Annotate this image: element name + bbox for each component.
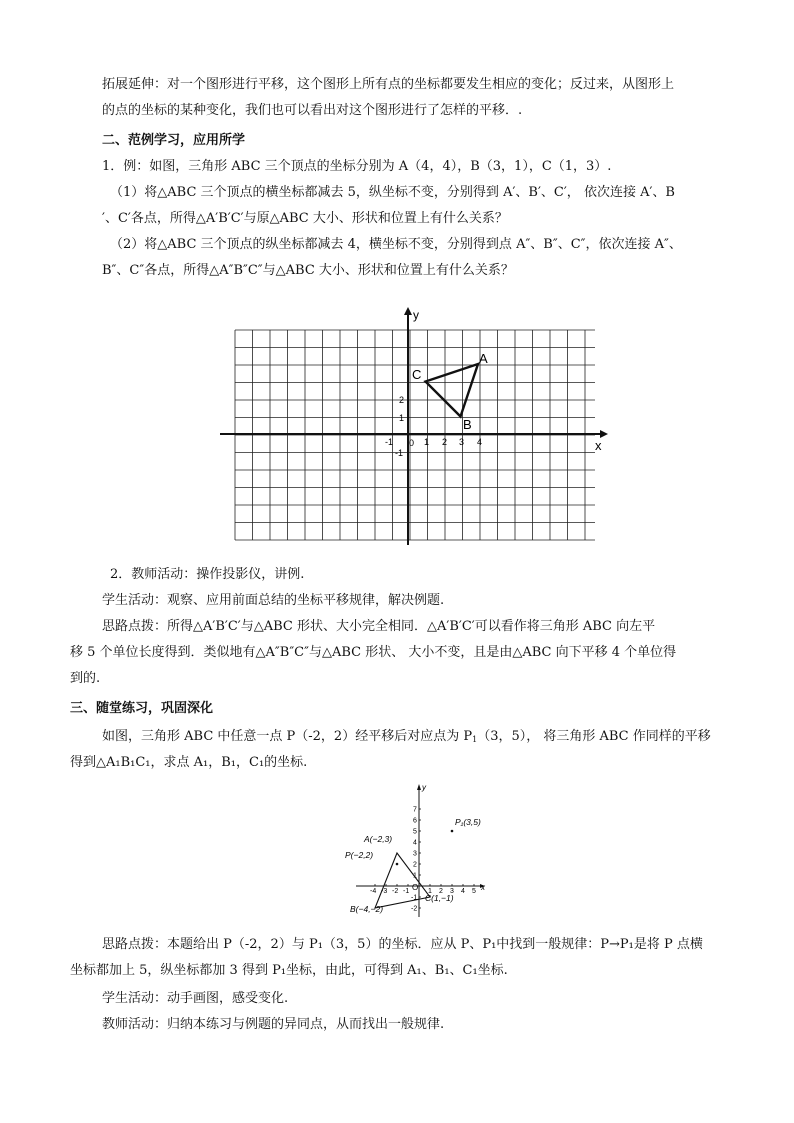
label-c: C(1,−1) <box>425 893 454 903</box>
y-tick-label: 1 <box>413 872 417 880</box>
x-tick-label: 5 <box>472 888 476 895</box>
figure-coordinate-plane-p <box>340 782 510 922</box>
student-activity-2: 学生活动：动手画图，感受变化. <box>102 991 289 1006</box>
x-axis-label: x <box>481 883 485 892</box>
y-axis-label: y <box>413 308 419 322</box>
example-statement: 1．例：如图，三角形 ABC 三个顶点的坐标分别为 A（4，4），B（3，1），C（1，3）. <box>102 159 612 174</box>
y-tick-label: 3 <box>413 850 417 858</box>
axes <box>356 788 480 917</box>
x-tick-label: -4 <box>370 888 377 895</box>
exercise-line-1 <box>102 724 730 750</box>
x-tick-4: 4 <box>477 437 483 447</box>
vertex-b-label: B <box>463 417 472 432</box>
y-tick-label: -2 <box>411 905 418 913</box>
figure-grid-triangle-abc <box>215 305 615 550</box>
exercise-line-1-sub: 1 <box>472 735 478 744</box>
label-b: B(−4,−2) <box>350 904 384 914</box>
question-2-line-2: B″、C″各点，所得△A″B″C″与△ABC 大小、形状和位置上有什么关系？ <box>102 263 514 278</box>
intro-line-1: 拓展延伸：对一个图形进行平移，这个图形上所有点的坐标都要发生相应的变化；反过来，从图形上 <box>102 77 675 92</box>
y-tick-neg1: -1 <box>395 448 404 458</box>
y-axis-label: y <box>422 783 426 792</box>
teacher-activity-2: 教师活动：归纳本练习与例题的异同点，从而找出一般规律. <box>102 1017 445 1032</box>
x-tick-1: 1 <box>424 437 430 447</box>
exercise-line-1-a: 如图，三角形 ABC 中任意一点 P（-2，2）经平移后对应点为 P <box>102 729 473 744</box>
x-tick-label: 1 <box>428 888 432 895</box>
label-p1: P₁(3,5) <box>455 817 481 827</box>
question-1-line-2: ′、C′各点，所得△A′B′C′与原△ABC 大小、形状和位置上有什么关系？ <box>102 211 508 226</box>
y-tick-label: -1 <box>411 894 418 902</box>
x-tick-label: 4 <box>461 888 465 895</box>
point-p <box>396 863 399 866</box>
question-1-line-1: （1）将△ABC 三个顶点的横坐标都减去 5，纵坐标不变，分别得到 A′、B′、C′， 依次连接 A′、B <box>110 185 675 200</box>
x-tick-neg1: -1 <box>385 437 394 447</box>
y-axis-arrow <box>404 307 412 315</box>
hint-2-line-1: 思路点拨：本题给出 P（-2，2）与 P₁（3，5）的坐标．应从 P、P₁中找到一般规律：P→P₁是将 P 点横 <box>102 937 703 952</box>
label-a: A(−2,3) <box>364 834 393 844</box>
y-tick-label: 2 <box>413 861 417 869</box>
y-axis-arrow <box>417 784 421 790</box>
intro-line-2: 的点的坐标的某种变化，我们也可以看出对这个图形进行了怎样的平移．. <box>102 103 523 118</box>
y-tick-1: 1 <box>399 413 405 423</box>
hint-1-line-3: 到的. <box>70 671 101 686</box>
x-tick-label: -3 <box>381 888 388 895</box>
question-2-line-1: （2）将△ABC 三个顶点的纵坐标都减去 4，横坐标不变，分别得到点 A″、B″、C″，依次连接 A″、 <box>110 237 682 252</box>
x-axis-label: x <box>595 438 602 453</box>
hint-1-line-2: 移 5 个单位长度得到．类似地有△A″B″C″与△ABC 形状、 大小不变，且是由△ABC 向下平移 4 个单位得 <box>70 645 677 660</box>
vertex-a-label: A <box>479 351 488 366</box>
exercise-line-2: 得到△A₁B₁C₁，求点 A₁，B₁，C₁的坐标. <box>70 755 308 770</box>
section-3-heading: 三、随堂练习，巩固深化 <box>70 701 214 716</box>
triangle-abc <box>426 364 479 417</box>
triangle-abc <box>375 850 430 908</box>
y-tick-label: 6 <box>413 817 417 825</box>
exercise-line-1-b: （3，5）， 将三角形 ABC 作同样的平移 <box>477 729 711 744</box>
x-axis-arrow <box>600 430 608 438</box>
y-tick-label: 4 <box>413 839 417 847</box>
section-2-heading: 二、范例学习，应用所学 <box>102 133 246 148</box>
label-p: P(−2,2) <box>345 850 374 860</box>
x-tick-2: 2 <box>442 437 448 447</box>
x-tick-label: -1 <box>403 888 410 895</box>
x-tick-label: -2 <box>392 888 399 895</box>
point-p1 <box>451 830 454 833</box>
y-tick-label: 7 <box>413 806 417 814</box>
origin-label: 0 <box>409 438 415 448</box>
y-tick-label: 5 <box>413 828 417 836</box>
x-tick-label: 3 <box>450 888 454 895</box>
y-tick-2: 2 <box>399 395 405 405</box>
vertex-c-label: C <box>412 367 422 382</box>
hint-1-line-1: 思路点拨：所得△A′B′C′与△ABC 形状、大小完全相同．△A′B′C′可以看作将三角形 ABC 向左平 <box>102 619 656 634</box>
teacher-activity-1: 2．教师活动：操作投影仪，讲例. <box>110 567 305 582</box>
origin-label: O <box>412 883 419 892</box>
hint-2-line-2: 坐标都加上 5，纵坐标都加 3 得到 P₁坐标，由此，可得到 A₁、B₁、C₁坐标. <box>70 963 508 978</box>
student-activity-1: 学生活动：观察、应用前面总结的坐标平移规律，解决例题. <box>102 593 445 608</box>
x-tick-3: 3 <box>459 437 465 447</box>
x-tick-label: 2 <box>439 888 443 895</box>
